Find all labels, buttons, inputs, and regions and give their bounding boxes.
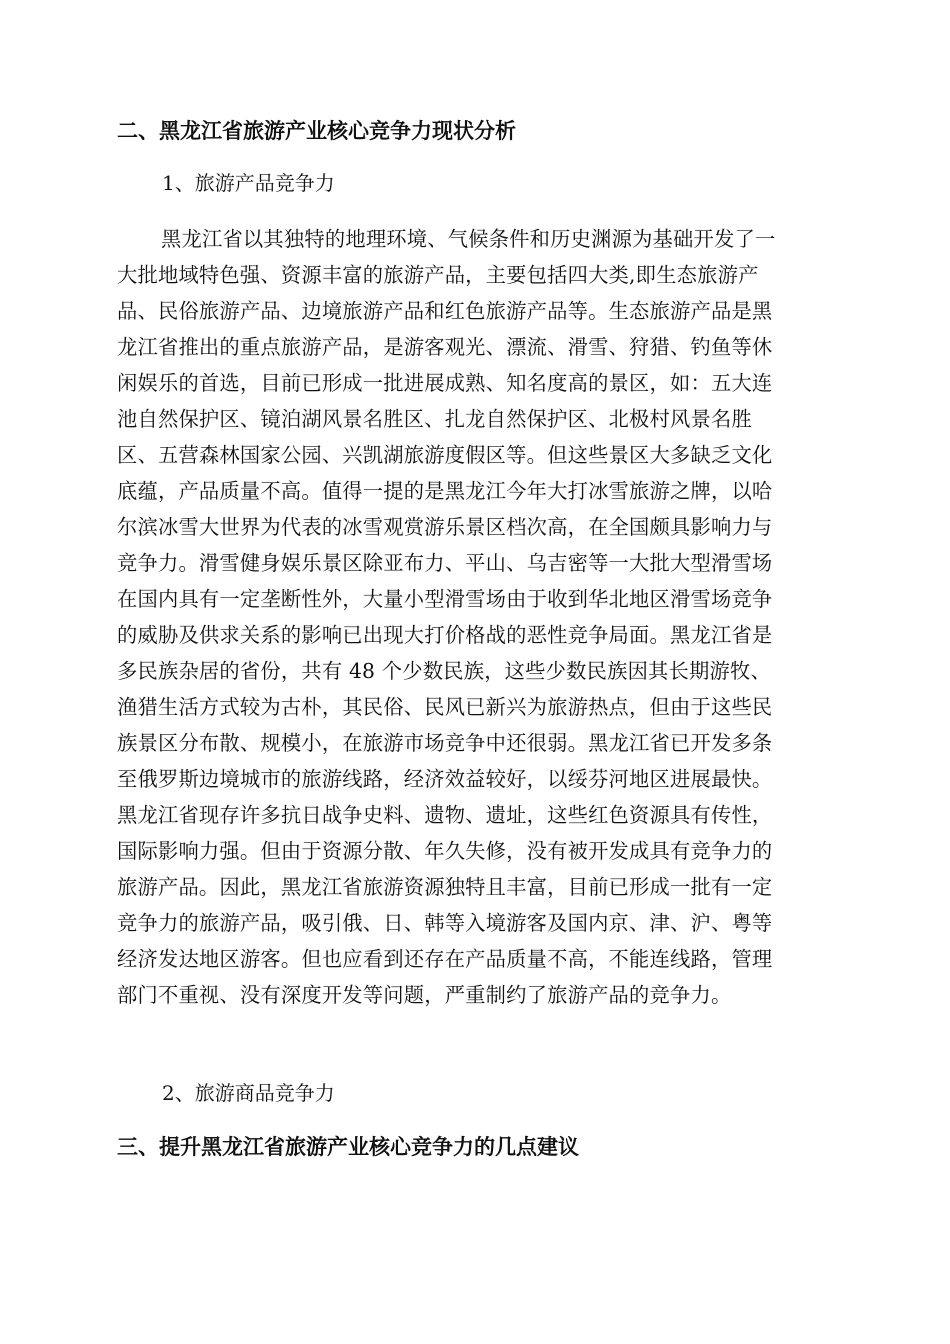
paragraph-line: 族景区分布散、规模小，在旅游市场竞争中还很弱。黑龙江省已开发多条 xyxy=(117,731,773,755)
paragraph-line: 多民族杂居的省份，共有 48 个少数民族，这些少数民族因其长期游牧、 xyxy=(117,659,771,683)
subsection-heading-2: 2、旅游商品竞争力 xyxy=(162,1081,335,1105)
paragraph-line: 龙江省推出的重点旅游产品，是游客观光、漂流、滑雪、狩猎、钓鱼等休 xyxy=(117,335,773,359)
paragraph-line: 区、五营森林国家公园、兴凯湖旅游度假区等。但这些景区大多缺乏文化 xyxy=(117,443,773,467)
section-heading-2: 二、黑龙江省旅游产业核心竞争力现状分析 xyxy=(117,119,516,143)
paragraph-line: 渔猎生活方式较为古朴，其民俗、民风已新兴为旅游热点，但由于这些民 xyxy=(117,695,773,719)
paragraph-line: 底蕴，产品质量不高。值得一提的是黑龙江今年大打冰雪旅游之牌，以哈 xyxy=(117,479,773,503)
paragraph-line: 的威胁及供求关系的影响已出现大打价格战的恶性竞争局面。黑龙江省是 xyxy=(117,623,773,647)
paragraph-line: 国际影响力强。但由于资源分散、年久失修，没有被开发成具有竞争力的 xyxy=(117,839,773,863)
paragraph-line: 旅游产品。因此，黑龙江省旅游资源独特且丰富，目前已形成一批有一定 xyxy=(117,875,773,899)
paragraph-line: 竞争力的旅游产品，吸引俄、日、韩等入境游客及国内京、津、沪、粤等 xyxy=(117,911,773,935)
paragraph-line: 黑龙江省现存许多抗日战争史料、遗物、遗址，这些红色资源具有传性， xyxy=(117,803,773,827)
section-heading-3: 三、提升黑龙江省旅游产业核心竞争力的几点建议 xyxy=(117,1135,579,1159)
paragraph-line: 至俄罗斯边境城市的旅游线路，经济效益较好，以绥芬河地区进展最快。 xyxy=(117,767,773,791)
paragraph-line: 经济发达地区游客。但也应看到还存在产品质量不高，不能连线路，管理 xyxy=(117,947,773,971)
paragraph-line: 黑龙江省以其独特的地理环境、气候条件和历史渊源为基础开发了一 xyxy=(161,227,776,251)
paragraph-line: 大批地域特色强、资源丰富的旅游产品，主要包括四大类,即生态旅游产 xyxy=(117,263,759,287)
body-paragraph xyxy=(117,221,837,1013)
paragraph-line: 池自然保护区、镜泊湖风景名胜区、扎龙自然保护区、北极村风景名胜 xyxy=(117,407,752,431)
paragraph-line: 闲娱乐的首选，目前已形成一批进展成熟、知名度高的景区，如：五大连 xyxy=(117,371,773,395)
paragraph-line: 在国内具有一定垄断性外，大量小型滑雪场由于收到华北地区滑雪场竞争 xyxy=(117,587,773,611)
paragraph-line: 品、民俗旅游产品、边境旅游产品和红色旅游产品等。生态旅游产品是黑 xyxy=(117,299,773,323)
paragraph-line: 竞争力。滑雪健身娱乐景区除亚布力、平山、乌吉密等一大批大型滑雪场 xyxy=(117,551,773,575)
subsection-heading-1: 1、旅游产品竞争力 xyxy=(162,171,335,195)
paragraph-line: 尔滨冰雪大世界为代表的冰雪观赏游乐景区档次高，在全国颇具影响力与 xyxy=(117,515,773,539)
paragraph-line: 部门不重视、没有深度开发等问题，严重制约了旅游产品的竞争力。 xyxy=(117,983,732,1007)
